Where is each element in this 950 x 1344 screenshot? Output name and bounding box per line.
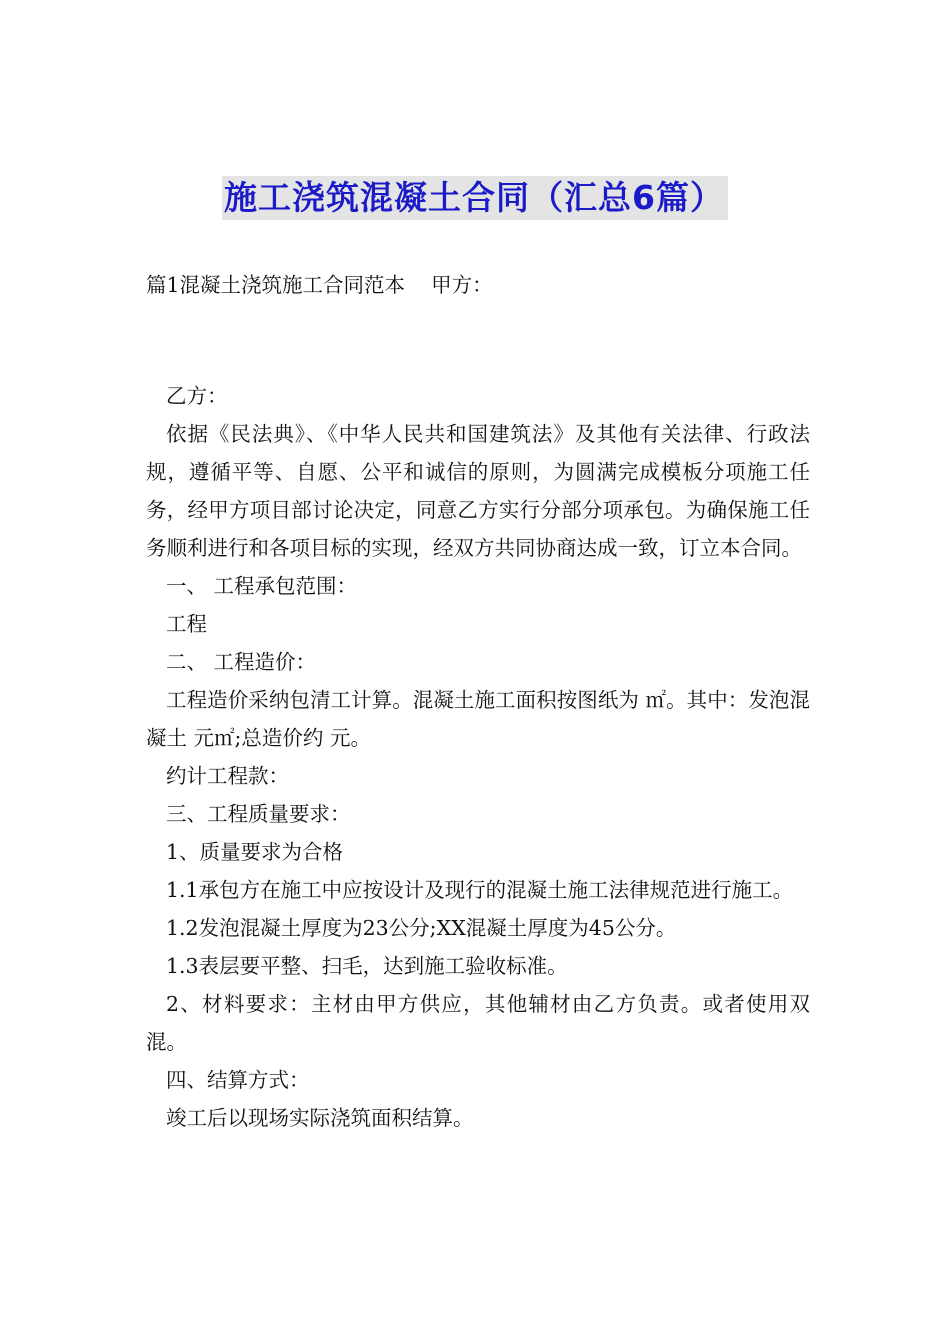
paragraph-quality-1: 1、质量要求为合格 — [166, 840, 344, 864]
paragraph-party-b: 乙方： — [166, 384, 228, 408]
paragraph-quality-1-3: 1.3表层要平整、扫毛，达到施工验收标准。 — [166, 954, 568, 978]
paragraph-cost: 工程造价采纳包清工计算。混凝土施工面积按图纸为 ㎡。其中：发泡混凝土 元㎡;总造价约 元。 — [146, 688, 810, 750]
paragraph-quality-1-1: 1.1承包方在施工中应按设计及现行的混凝土施工法律规范进行施工。 — [166, 878, 794, 902]
paragraph-scope-heading: 一、 工程承包范围： — [166, 574, 358, 598]
paragraph-settlement-heading: 四、结算方式： — [166, 1068, 310, 1092]
paragraph-quality-1-2: 1.2发泡混凝土厚度为23公分;XX混凝土厚度为45公分。 — [166, 916, 677, 940]
title-container — [0, 176, 950, 220]
paragraph-preamble: 依据《民法典》、《中华人民共和国建筑法》及其他有关法律、行政法规，遵循平等、自愿、公平和诚信的原则，为圆满完成模板分项施工任务，经甲方项目部讨论决定，同意乙方实行分部分项承包。为确保施工任务顺利进行和各项目标的实现，经双方共同协商达成一致，订立本合同。 — [146, 422, 810, 560]
paragraph-scope: 工程 — [166, 612, 207, 636]
paragraph-settlement: 竣工后以现场实际浇筑面积结算。 — [166, 1106, 474, 1130]
paragraph-cost-heading: 二、 工程造价： — [166, 650, 317, 674]
paragraph-materials: 2、材料要求：主材由甲方供应，其他辅材由乙方负责。或者使用双混。 — [146, 992, 810, 1054]
paragraph-quality-heading: 三、工程质量要求： — [166, 802, 351, 826]
paragraph-payment: 约计工程款： — [166, 764, 289, 788]
section-heading: 篇1混凝土浇筑施工合同范本 甲方： — [146, 273, 493, 297]
document-body — [146, 377, 810, 1137]
document-title: 施工浇筑混凝土合同（汇总6篇） — [222, 176, 728, 220]
